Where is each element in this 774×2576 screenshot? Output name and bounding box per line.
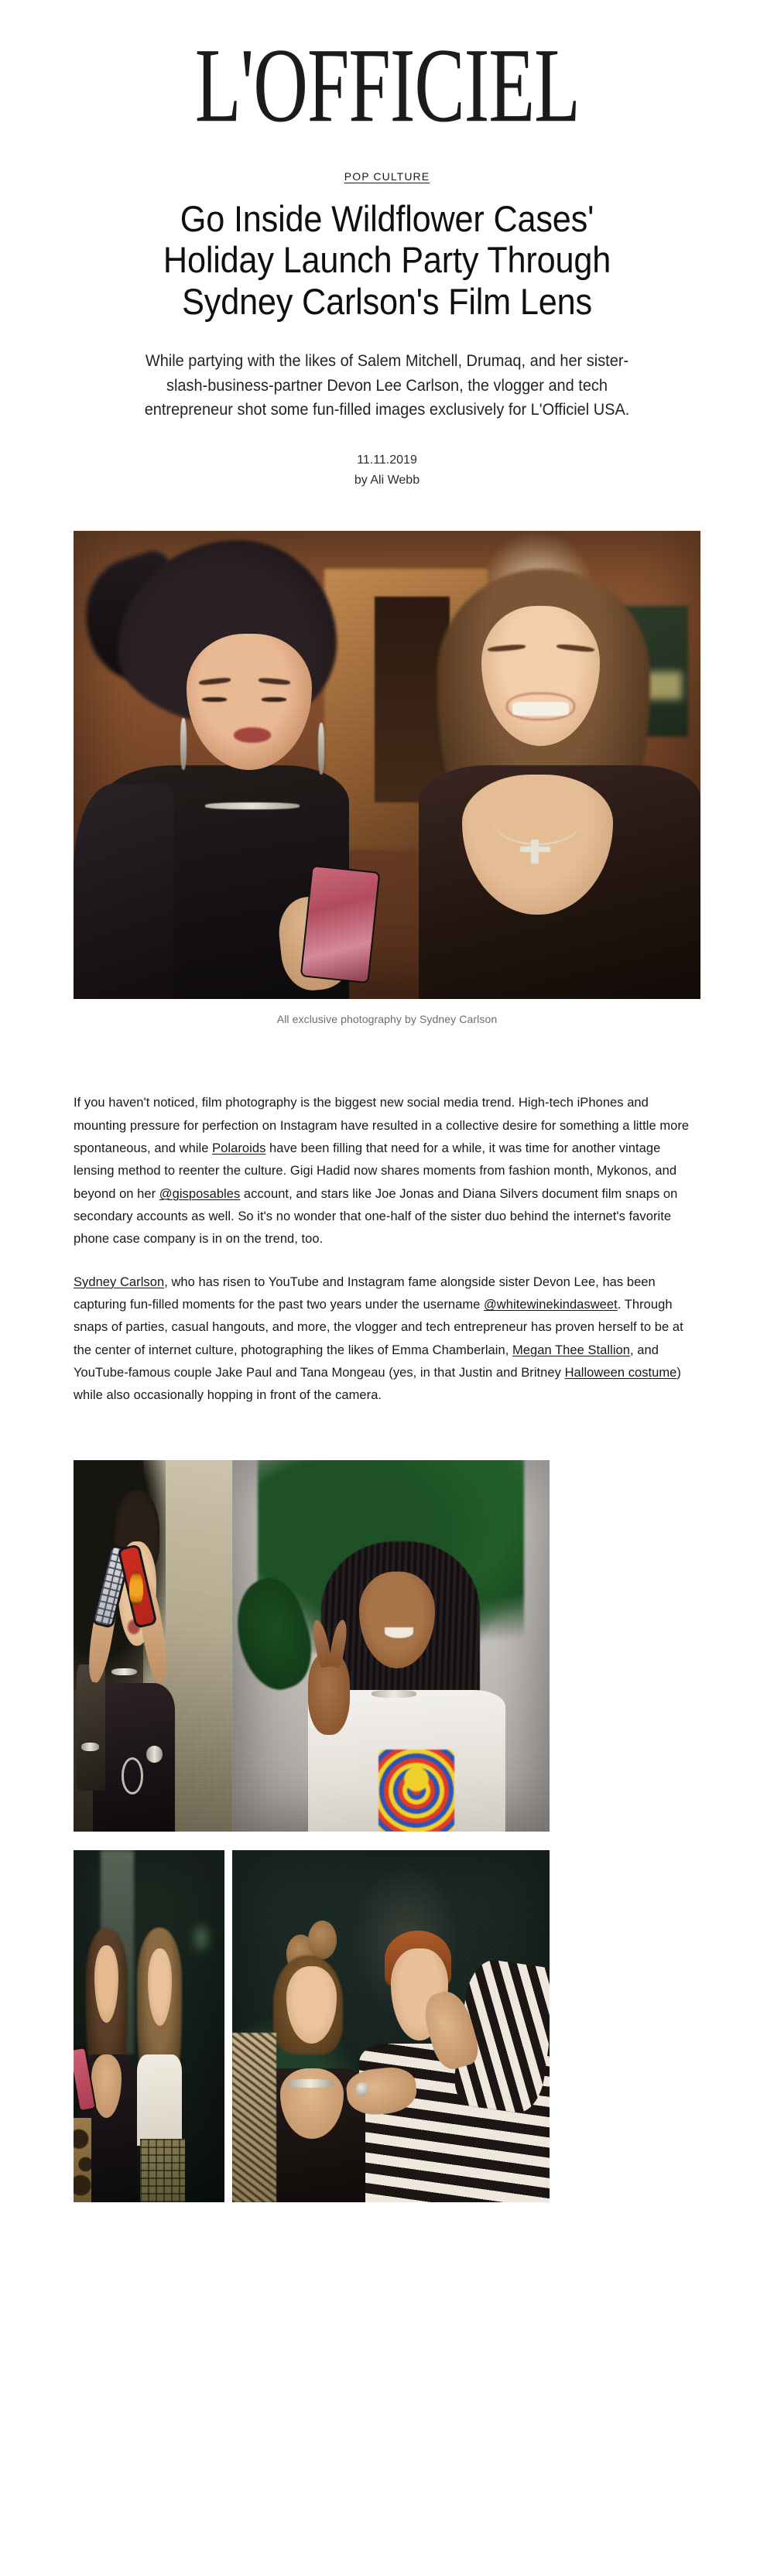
link-gisposables[interactable]: @gisposables [159,1186,241,1201]
site-logo[interactable]: L'OFFICIEL [194,26,580,145]
category-link-pop-culture[interactable]: POP CULTURE [344,169,430,183]
gallery-image-3 [74,1850,224,2202]
p1-text-1: If you haven't noticed, film photography is the biggest new social media trend. High-tech iPhones and mounting pressure for perfection on Instagram have resulted in a collective desire for something a little more spontaneous, and while [74,1096,690,1155]
site-masthead [0,0,774,145]
link-halloween-costume[interactable]: Halloween costume [564,1366,677,1380]
gallery-image-4 [232,1850,550,2202]
hero-caption: All exclusive photography by Sydney Carlson [276,1013,498,1026]
article-headline: Go Inside Wildflower Cases' Holiday Launch Party Through Sydney Carlson's Film Lens [163,197,611,323]
hero-figure [74,531,700,1025]
hero-scene [74,531,700,999]
publish-date: 11.11.2019 [357,453,417,467]
author-byline: by Ali Webb [354,474,420,487]
body-paragraph-1 [74,1092,700,1251]
gallery-item-4 [232,1850,550,2202]
gallery-image-1 [74,1460,232,1832]
photo-gallery-grid [74,1460,700,2202]
kicker-row [0,170,774,184]
gallery-item-2 [232,1460,550,1832]
article-dek: While partying with the likes of Salem Mitchell, Drumaq, and her sister-slash-business-partner Devon Lee Carlson, the vlogger and tech entrepreneur shot some fun-filled images exclusively for L'Officiel USA. [144,351,630,419]
link-sydney-carlson[interactable]: Sydney Carlson [74,1274,165,1289]
hero-image [74,531,700,999]
p2-text-3: , and YouTube-famous couple Jake Paul and Tana Mongeau (yes, in that Justin and Britney [74,1343,659,1380]
p1-text-2: have been filling that need for a while, it was time for another vintage lensing method to reenter the culture. Gigi Hadid now shares moments from fashion month, Mykonos, and beyond on her [74,1141,677,1201]
p2-text-4: ) while also occasionally hopping in front of the camera. [74,1366,681,1403]
article-body [74,1092,700,1408]
p2-text-1: , who has risen to YouTube and Instagram fame alongside sister Devon Lee, has been capturing fun-filled moments for the past two years under the username [74,1274,656,1312]
gallery-item-1 [74,1460,232,1832]
p2-text-2: . Through snaps of parties, casual hangouts, and more, the vlogger and tech entrepreneur has proven herself to be at the center of internet culture, photographing the likes of Emma Chamberlain, [74,1298,683,1357]
link-whitewinekindasweet[interactable]: @whitewinekindasweet [484,1298,618,1312]
p1-text-3: account, and stars like Joe Jonas and Diana Silvers document film snaps on secondary accounts as well. So it's no wonder that one-half of the sister duo behind the internet's favorite phone case company is in on the trend, too. [74,1186,678,1247]
article-meta [0,450,774,491]
body-paragraph-2 [74,1271,700,1408]
gallery-image-2 [232,1460,550,1832]
link-megan-thee-stallion[interactable]: Megan Thee Stallion [512,1343,630,1357]
link-polaroids[interactable]: Polaroids [212,1141,266,1155]
gallery-item-3 [74,1850,224,2202]
